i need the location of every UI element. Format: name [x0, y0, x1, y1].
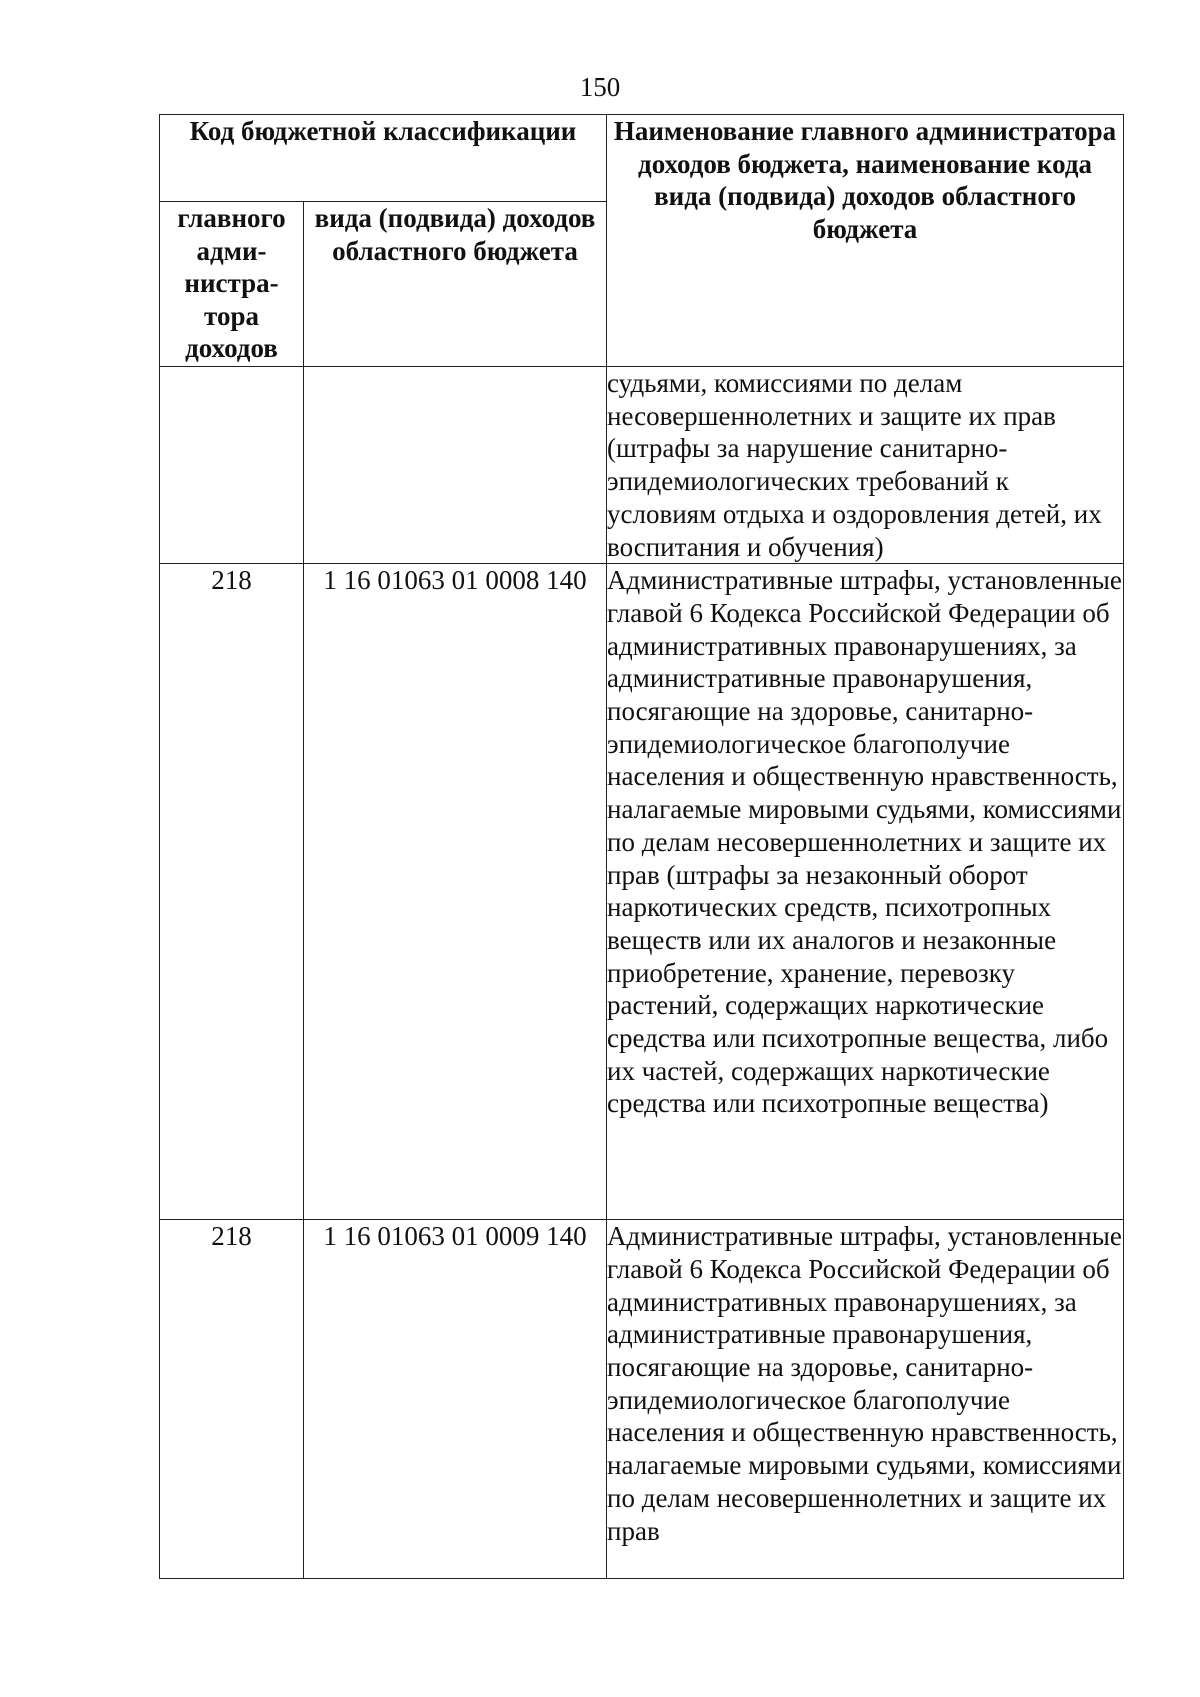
- row-admin-code: [160, 367, 304, 564]
- row-description: Административные штрафы, установленные главой 6 Кодекса Российской Федерации об административных правонарушениях, за административные правонарушения, посягающие на здоровье, санитарно-эпидемиологическое благополучие населения и общественную нравственность, налагаемые мировыми судьями, комиссиями по делам несовершеннолетних и защите их прав (штрафы за незаконный оборот наркотических средств, психотропных веществ или их аналогов и незаконные приобретение, хранение, перевозку растений, содержащих наркотические средства или психотропные вещества, либо их частей, содержащих наркотические средства или психотропные вещества): [607, 564, 1124, 1220]
- header-income-type-code: вида (подвида) доходов областного бюджета: [304, 202, 607, 367]
- row-income-code: 1 16 01063 01 0008 140: [304, 564, 607, 1220]
- header-administrator-name: Наименование главного администратора доходов бюджета, наименование кода вида (подвида) доходов областного бюджета: [607, 115, 1124, 367]
- table-row: [160, 564, 1124, 1220]
- header-main-administrator: главного адми-нистра-тора доходов: [160, 202, 304, 367]
- table-row: [160, 1220, 1124, 1579]
- page-number: 150: [579, 72, 621, 102]
- row-description: Административные штрафы, установленные главой 6 Кодекса Российской Федерации об административных правонарушениях, за административные правонарушения, посягающие на здоровье, санитарно-эпидемиологическое благополучие населения и общественную нравственность, налагаемые мировыми судьями, комиссиями по делам несовершеннолетних и защите их прав: [607, 1220, 1124, 1579]
- budget-classification-table: [159, 114, 1124, 1579]
- row-income-code: 1 16 01063 01 0009 140: [304, 1220, 607, 1579]
- table-row: [160, 367, 1124, 564]
- row-admin-code: 218: [160, 564, 304, 1220]
- header-budget-classification-code: Код бюджетной классификации: [160, 115, 607, 202]
- row-income-code: [304, 367, 607, 564]
- row-description: судьями, комиссиями по делам несовершеннолетних и защите их прав (штрафы за нарушение санитарно-эпидемиологических требований к условиям отдыха и оздоровления детей, их воспитания и обучения): [607, 367, 1124, 564]
- row-admin-code: 218: [160, 1220, 304, 1579]
